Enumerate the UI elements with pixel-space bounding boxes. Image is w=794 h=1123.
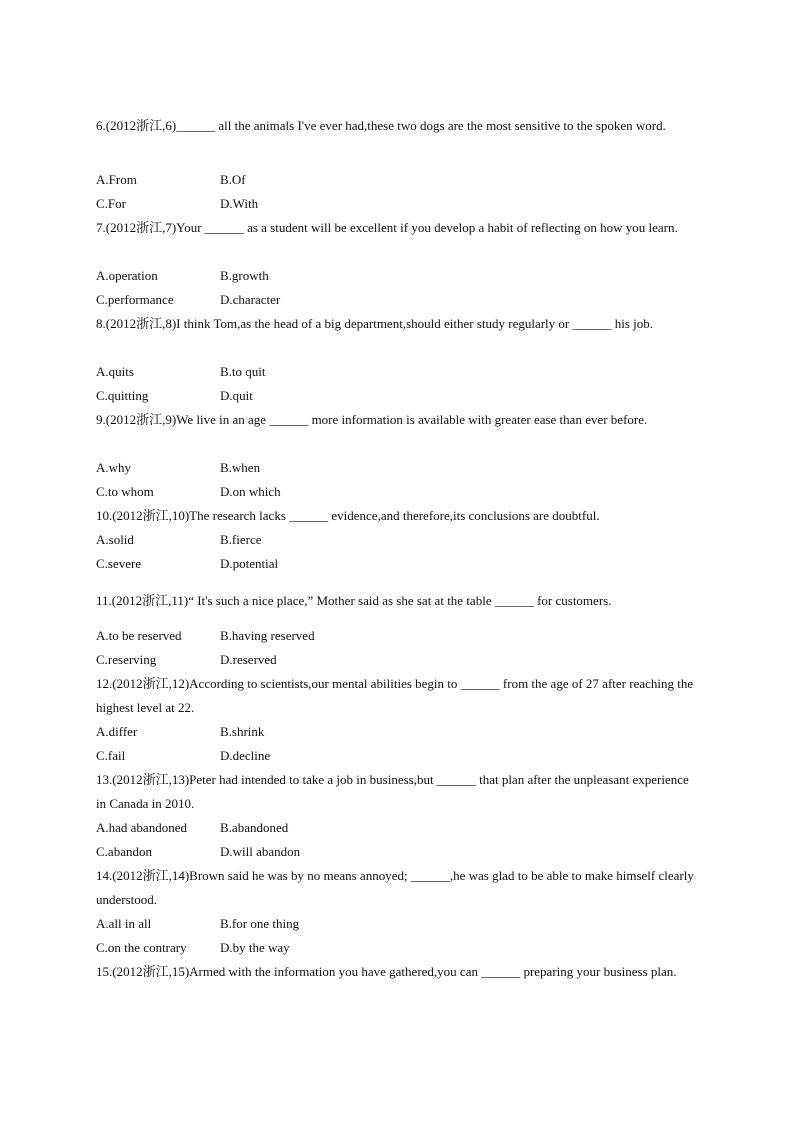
option-a: A.why <box>96 460 132 475</box>
option-c: C.on the contrary <box>96 940 187 955</box>
option-c: C.to whom <box>96 484 154 499</box>
option-b: B.having reserved <box>220 628 315 643</box>
option-b: B.Of <box>220 172 246 187</box>
question-stem: 12.(2012浙江,12)According to scientists,our mental abilities begin to ______ from the age of 27 after reaching the highest level at 22. <box>96 676 694 715</box>
option-b: B.abandoned <box>220 820 289 835</box>
option-c: C.fail <box>96 748 126 763</box>
option-d: D.will abandon <box>220 844 301 859</box>
option-b: B.for one thing <box>220 916 300 931</box>
option-c: C.performance <box>96 292 174 307</box>
option-c: C.quitting <box>96 388 149 403</box>
question-stem: 8.(2012浙江,8)I think Tom,as the head of a big department,should either study regularly or ______ his job. <box>96 316 654 331</box>
option-b: B.fierce <box>220 532 262 547</box>
option-a: A.all in all <box>96 916 152 931</box>
question-stem: 14.(2012浙江,14)Brown said he was by no means annoyed; ______,he was glad to be able to make himself clearly understood. <box>96 868 694 907</box>
option-d: D.decline <box>220 748 271 763</box>
option-d: D.reserved <box>220 652 277 667</box>
option-c: C.reserving <box>96 652 157 667</box>
option-a: A.operation <box>96 268 158 283</box>
option-d: D.on which <box>220 484 281 499</box>
option-a: A.differ <box>96 724 138 739</box>
option-a: A.to be reserved <box>96 628 182 643</box>
option-d: D.With <box>220 196 259 211</box>
option-c: C.abandon <box>96 844 152 859</box>
option-d: D.potential <box>220 556 279 571</box>
option-d: D.quit <box>220 388 253 403</box>
option-d: D.character <box>220 292 281 307</box>
question-stem: 13.(2012浙江,13)Peter had intended to take a job in business,but ______ that plan after the unpleasant experience in Canada in 2010. <box>96 772 689 811</box>
option-a: A.had abandoned <box>96 820 187 835</box>
option-a: A.solid <box>96 532 134 547</box>
question-stem: 10.(2012浙江,10)The research lacks ______ evidence,and therefore,its conclusions are doubtful. <box>96 508 600 523</box>
option-c: C.severe <box>96 556 142 571</box>
option-a: A.From <box>96 172 137 187</box>
option-b: B.when <box>220 460 261 475</box>
option-c: C.For <box>96 196 126 211</box>
option-b: B.growth <box>220 268 269 283</box>
option-a: A.quits <box>96 364 134 379</box>
option-b: B.to quit <box>220 364 266 379</box>
question-stem: 7.(2012浙江,7)Your ______ as a student will be excellent if you develop a habit of reflecting on how you learn. <box>96 220 678 235</box>
question-stem: 11.(2012浙江,11)“ It's such a nice place,” Mother said as she sat at the table ______ for customers. <box>96 593 612 608</box>
question-stem: 9.(2012浙江,9)We live in an age ______ more information is available with greater ease than ever before. <box>96 412 648 427</box>
question-stem: 6.(2012浙江,6)______ all the animals I've ever had,these two dogs are the most sensitive to the spoken word. <box>96 118 666 133</box>
option-d: D.by the way <box>220 940 290 955</box>
question-stem: 15.(2012浙江,15)Armed with the information you have gathered,you can ______ preparing your business plan. <box>96 964 677 979</box>
option-b: B.shrink <box>220 724 265 739</box>
